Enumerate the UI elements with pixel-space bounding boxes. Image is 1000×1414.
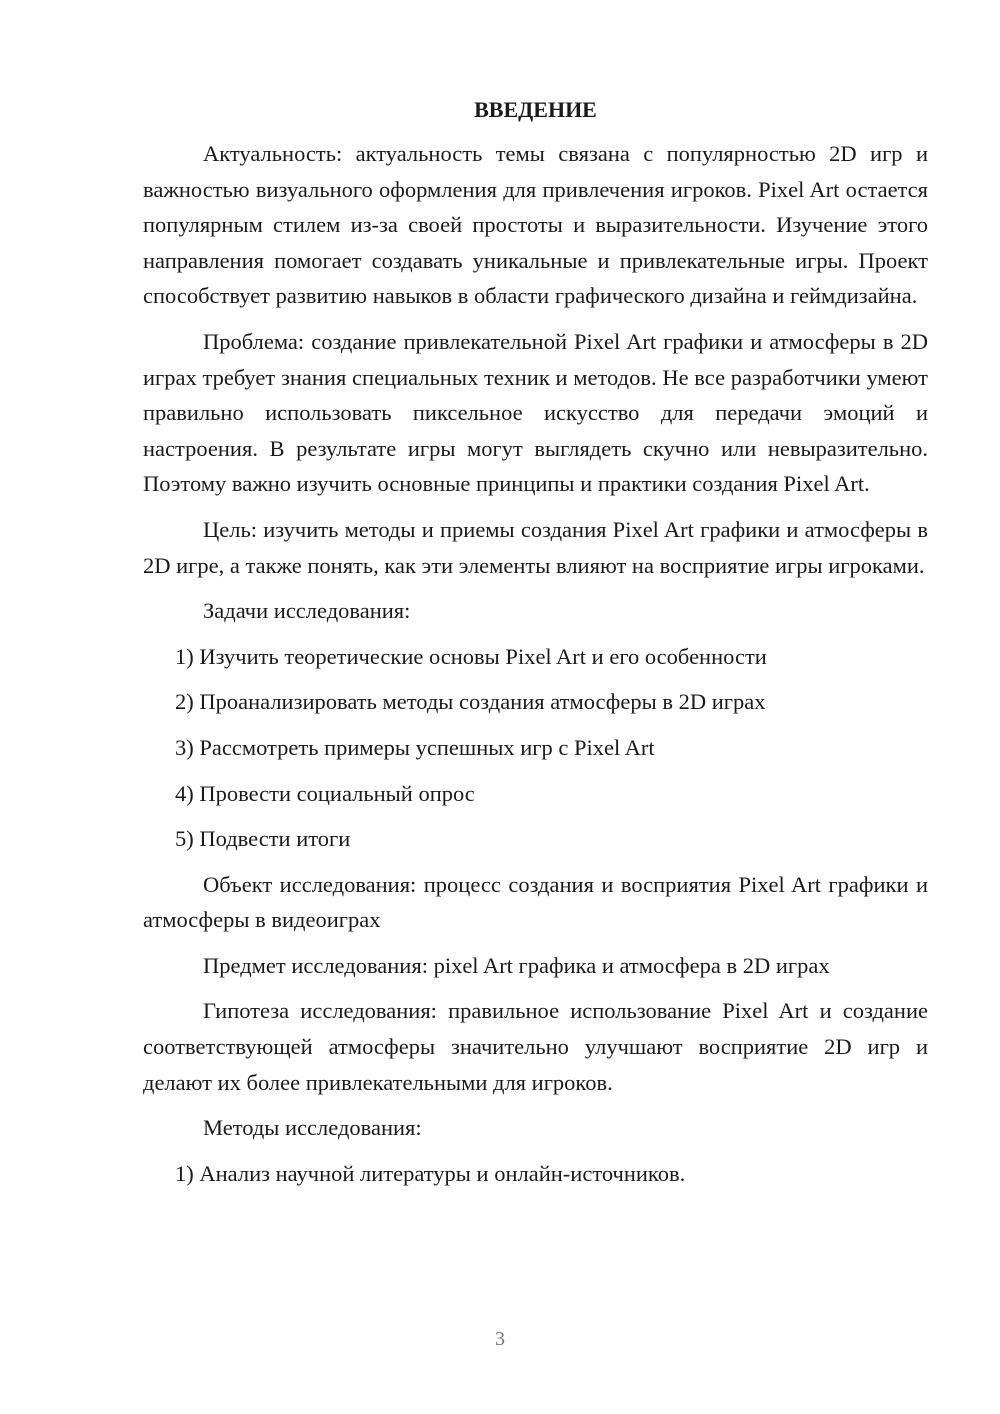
list-item: 4) Провести социальный опрос: [175, 780, 475, 806]
list-item: 3) Рассмотреть примеры успешных игр с Pixel Art: [175, 734, 655, 760]
page-body: [143, 92, 928, 1201]
paragraph-goal: Цель: изучить методы и приемы создания Pixel Art графики и атмосферы в 2D игре, а также понять, как эти элементы влияют на восприятие игры игроками.: [143, 516, 928, 578]
list-item: 1) Анализ научной литературы и онлайн-источников.: [175, 1160, 686, 1186]
tasks-label: Задачи исследования:: [203, 598, 411, 624]
list-item: 5) Подвести итоги: [175, 826, 351, 852]
list-item: 2) Проанализировать методы создания атмосферы в 2D играх: [175, 689, 766, 715]
paragraph-problem: Проблема: создание привлекательной Pixel Art графики и атмосферы в 2D играх требует знания специальных техник и методов. Не все разработчики умеют правильно использовать пиксельное искусство для передачи эмоций и настроения. В результате игры могут выглядеть скучно или невыразительно. Поэтому важно изучить основные принципы и практики создания Pixel Art.: [143, 328, 928, 497]
tasks-list: [143, 639, 928, 857]
methods-list: [143, 1156, 928, 1192]
paragraph-relevance: Актуальность: актуальность темы связана с популярностью 2D игр и важностью визуального оформления для привлечения игроков. Pixel Art остается популярным стилем из-за своей простоты и выразительности. Изучение этого направления помогает создавать уникальные и привлекательные игры. Проект способствует развитию навыков в области графического дизайна и геймдизайна.: [143, 141, 928, 309]
methods-label: Методы исследования:: [203, 1115, 422, 1141]
page-number: 3: [495, 1328, 505, 1350]
page-title: ВВЕДЕНИЕ: [474, 97, 597, 122]
list-item: 1) Изучить теоретические основы Pixel Art и его особенности: [175, 643, 767, 669]
paragraph-subject: Предмет исследования: pixel Art графика и атмосфера в 2D играх: [203, 952, 830, 978]
paragraph-hypothesis: Гипотеза исследования: правильное использование Pixel Art и создание соответствующей атмосферы значительно улучшают восприятие 2D игр и делают их более привлекательными для игроков.: [143, 998, 928, 1095]
paragraph-object: Объект исследования: процесс создания и восприятия Pixel Art графики и атмосферы в видеоиграх: [143, 871, 928, 933]
